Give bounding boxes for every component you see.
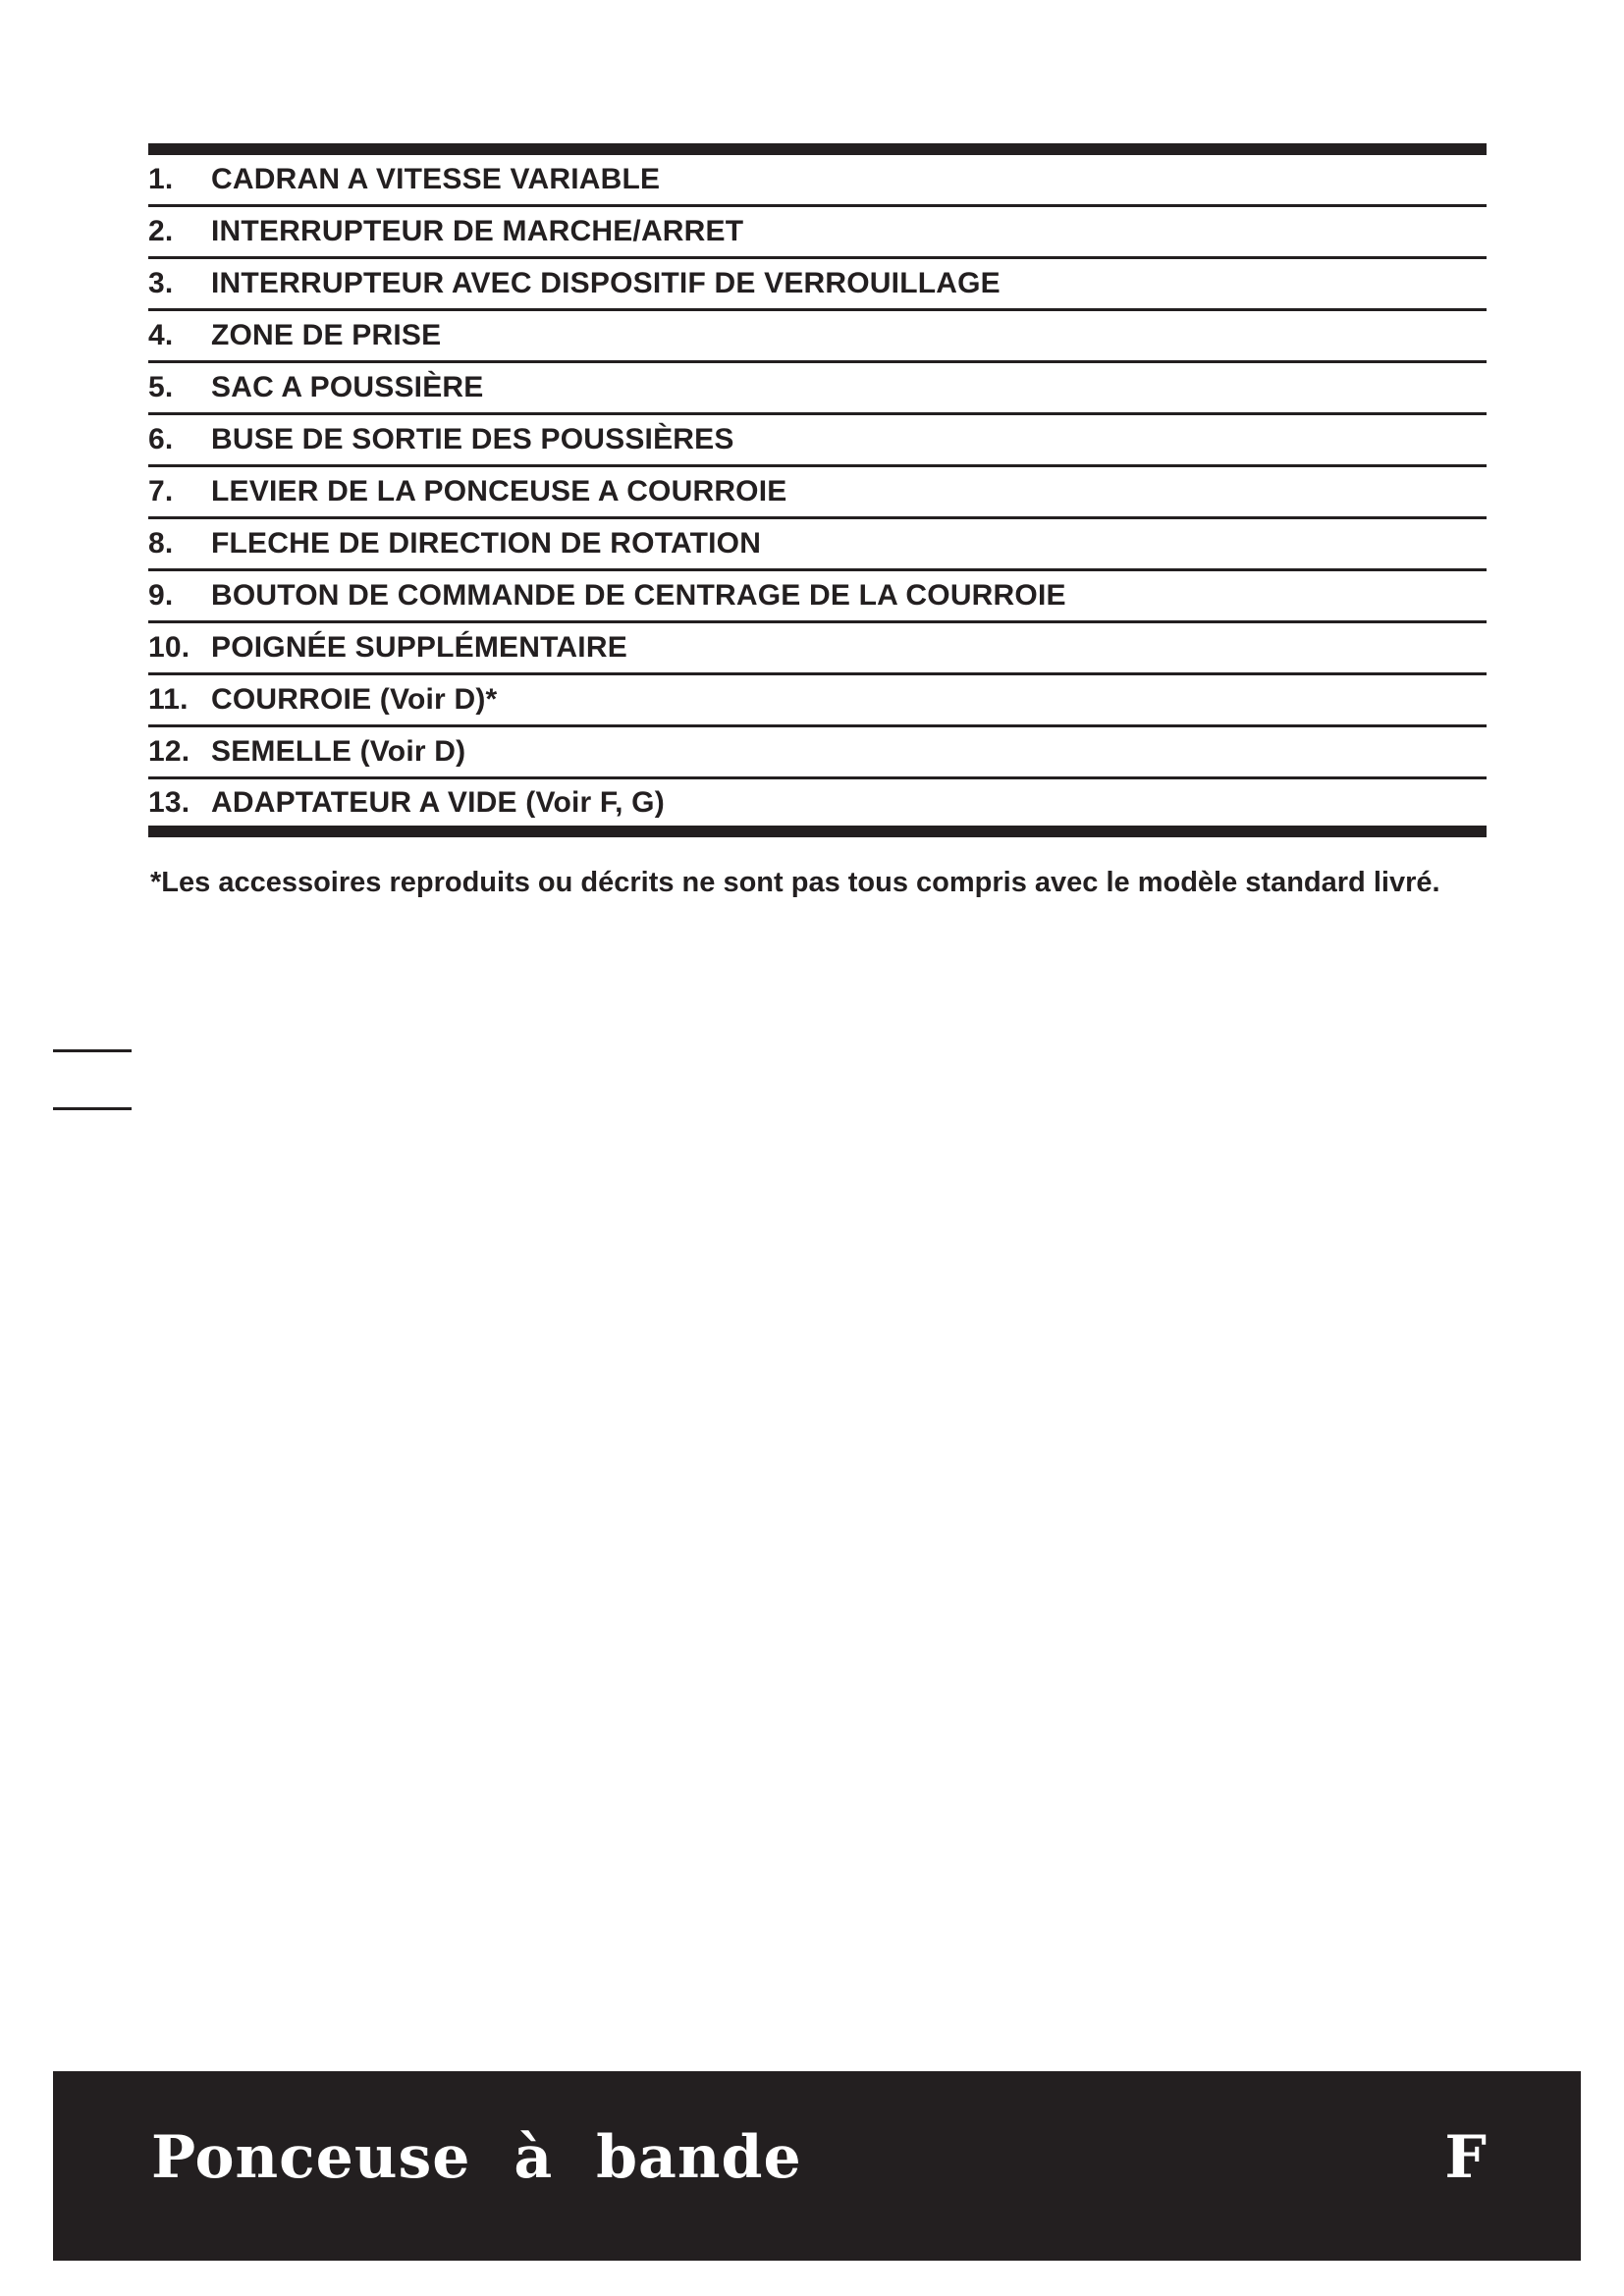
item-label: INTERRUPTEUR AVEC DISPOSITIF DE VERROUILLAGE xyxy=(211,267,1001,299)
parts-list-item xyxy=(148,415,1487,467)
footer-title: Ponceuse à bande xyxy=(151,2123,802,2192)
item-number: 10. xyxy=(148,631,190,664)
item-number: 6. xyxy=(148,423,174,455)
item-number: 8. xyxy=(148,527,174,560)
item-label: POIGNÉE SUPPLÉMENTAIRE xyxy=(211,631,627,664)
margin-divider xyxy=(53,1049,132,1052)
parts-list-item xyxy=(148,467,1487,519)
item-label: COURROIE (Voir D)* xyxy=(211,683,498,716)
item-number: 13. xyxy=(148,785,190,819)
item-label: FLECHE DE DIRECTION DE ROTATION xyxy=(211,527,762,560)
item-label: ADAPTATEUR A VIDE (Voir F, G) xyxy=(211,785,665,819)
item-number: 12. xyxy=(148,735,190,768)
parts-list-item xyxy=(148,779,1487,837)
item-number: 3. xyxy=(148,267,174,299)
item-number: 4. xyxy=(148,319,174,351)
item-number: 1. xyxy=(148,163,174,195)
item-label: ZONE DE PRISE xyxy=(211,319,442,351)
language-marker: F xyxy=(1444,2123,1487,2192)
parts-list xyxy=(148,143,1487,837)
item-number: 2. xyxy=(148,215,174,247)
item-label: CADRAN A VITESSE VARIABLE xyxy=(211,163,661,195)
parts-list-item xyxy=(148,571,1487,623)
item-label: BOUTON DE COMMANDE DE CENTRAGE DE LA COURROIE xyxy=(211,579,1066,612)
parts-list-item xyxy=(148,311,1487,363)
parts-list-item xyxy=(148,675,1487,727)
parts-list-item xyxy=(148,207,1487,259)
item-label: BUSE DE SORTIE DES POUSSIÈRES xyxy=(211,423,734,455)
item-number: 11. xyxy=(148,683,189,716)
item-number: 7. xyxy=(148,475,174,507)
item-label: SAC A POUSSIÈRE xyxy=(211,371,484,403)
page-footer xyxy=(53,2071,1581,2261)
parts-list-item xyxy=(148,519,1487,571)
parts-list-item xyxy=(148,727,1487,779)
parts-list-item xyxy=(148,155,1487,207)
accessories-footnote: *Les accessoires reproduits ou décrits ne sont pas tous compris avec le modèle standard livré. xyxy=(150,867,1440,898)
parts-list-item xyxy=(148,259,1487,311)
item-number: 9. xyxy=(148,579,174,612)
item-label: LEVIER DE LA PONCEUSE A COURROIE xyxy=(211,475,787,507)
item-label: INTERRUPTEUR DE MARCHE/ARRET xyxy=(211,215,744,247)
item-label: SEMELLE (Voir D) xyxy=(211,735,466,768)
margin-divider xyxy=(53,1107,132,1110)
parts-list-item xyxy=(148,363,1487,415)
item-number: 5. xyxy=(148,371,174,403)
parts-list-item xyxy=(148,623,1487,675)
